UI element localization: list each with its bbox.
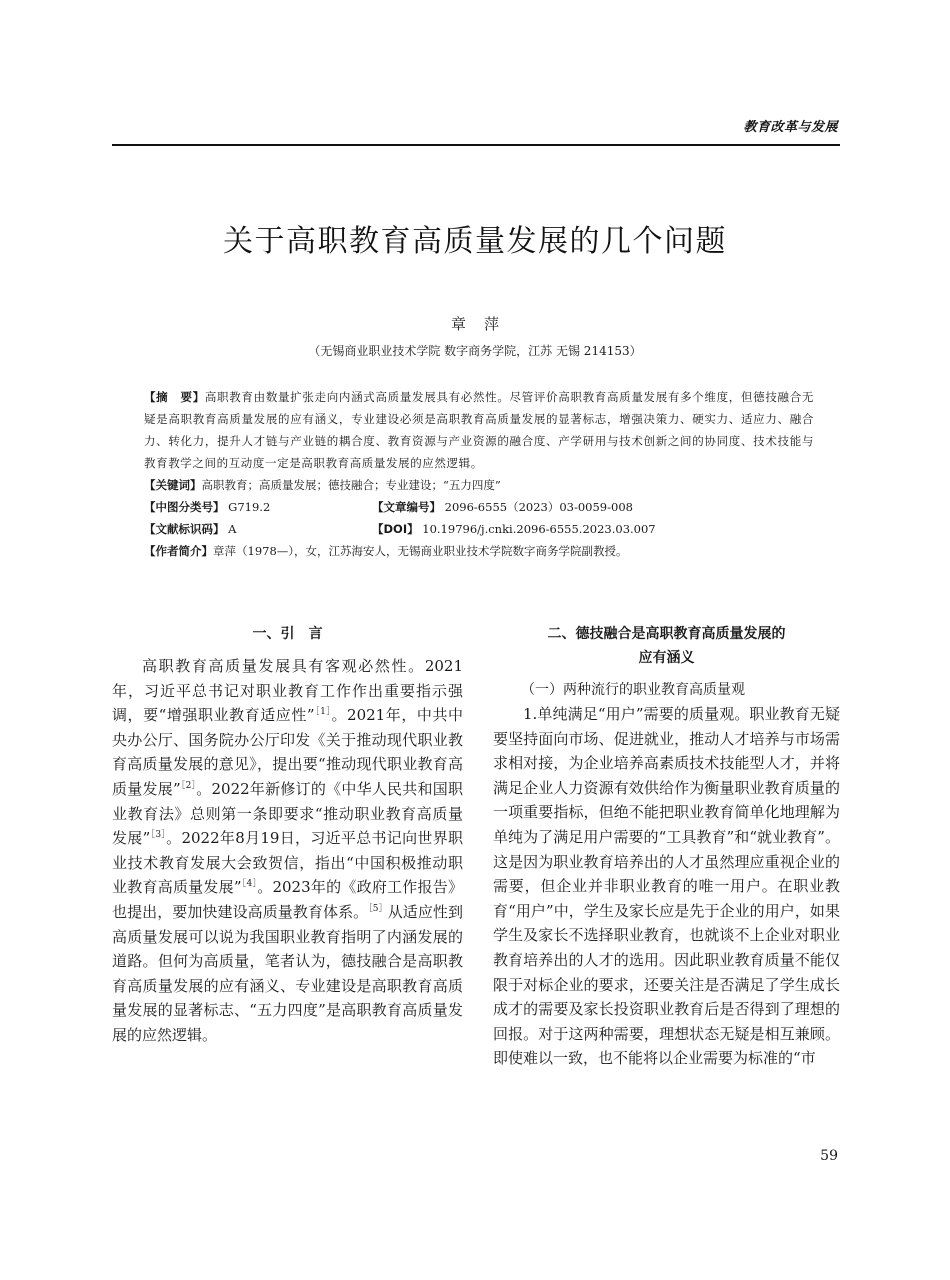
keywords-text: 高职教育；高质量发展；德技融合；专业建设；“五力四度” xyxy=(201,478,501,492)
article-number-value: 2096-6555（2023）03-0059-008 xyxy=(444,500,633,514)
abstract-text: 高职教育由数量扩张走向内涵式高质量发展具有必然性。尽管评价高职教育高质量发展有多个维度，但德技融合无疑是高职教育高质量发展的应有涵义，专业建设必须是高职教育高质量发展的显著标志，增强决策力、硬实力、适应力、融合力、转化力，提升人才链与产业链的耦合度、教育资源与产业资源的融合度、产学研用与技术创新之间的协同度、技术技能与教育教学之间的互动度一定是高职教育高质量发展的应然逻辑。 xyxy=(144,390,814,470)
intro-text-part: 。2022年8月19日，习近平总书记向世界职业技术教育发展大会致贺信，指出“中国积极推动职业教育高质量发展” xyxy=(112,829,463,897)
keywords-label: 【关键词】 xyxy=(144,478,202,492)
citation-ref: ［2］ xyxy=(180,780,197,791)
header-rule xyxy=(112,144,840,146)
page-number: 59 xyxy=(820,1148,838,1164)
article-number-label: 【文章编号】 xyxy=(372,500,441,514)
intro-text-part: 。2021年，中共中央办公厅、国务院办公厅印发《关于推动现代职业教育高质量发展的意见》，提出要“推动现代职业教育高质量发展” xyxy=(112,706,463,798)
section-heading-2 xyxy=(493,622,840,670)
citation-ref: ［5］ xyxy=(368,903,388,914)
journal-section-tag: 教育改革与发展 xyxy=(743,120,838,135)
intro-text-part: 从适应性到高质量发展可以说为我国职业教育指明了内涵发展的道路。但何为高质量，笔者认为，德技融合是高职教育高质量发展的应有涵义、专业建设是高职教育高质量发展的显著标志、“五力四度”是高职教育高质量发展的应然逻辑。 xyxy=(112,902,463,1044)
abstract-label: 【摘 要】 xyxy=(144,390,205,404)
abstract xyxy=(144,386,814,474)
introduction-paragraph xyxy=(112,654,463,1048)
intro-text-part: 。2023年的《政府工作报告》也提出，要加快建设高质量教育体系。 xyxy=(112,878,463,921)
identifier-row xyxy=(144,518,814,540)
citation-ref: ［1］ xyxy=(314,707,332,718)
author-bio-label: 【作者简介】 xyxy=(144,544,213,558)
keywords xyxy=(144,474,814,496)
article-author: 章萍 xyxy=(450,315,517,333)
citation-ref: ［4］ xyxy=(241,879,258,890)
clc-label: 【中图分类号】 xyxy=(144,500,225,514)
section-heading-introduction: 一、引 言 xyxy=(252,626,323,642)
document-code-value: A xyxy=(228,522,237,536)
doi-value: 10.19796/j.cnki.2096-6555.2023.03.007 xyxy=(422,522,656,536)
classification-row xyxy=(144,496,814,518)
article-metadata xyxy=(144,386,814,562)
author-bio-text: 章萍（1978—），女，江苏海安人，无锡商业职业技术学院数字商务学院副教授。 xyxy=(213,544,628,558)
section-heading-2-line1: 二、德技融合是高职教育高质量发展的 xyxy=(547,626,786,642)
subsection-heading: （一）两种流行的职业教育高质量观 xyxy=(521,682,745,698)
doi-field xyxy=(372,518,656,540)
intro-text-part: 高职教育高质量发展具有客观必然性。2021年，习近平总书记对职业教育工作作出重要指示强调，要“增强职业教育适应性” xyxy=(112,657,463,725)
author-affiliation: （无锡商业职业技术学院 数字商务学院，江苏 无锡 214153） xyxy=(308,344,642,358)
doi-label: 【DOI】 xyxy=(372,522,419,536)
article-title: 关于高职教育高质量发展的几个问题 xyxy=(223,224,727,259)
citation-ref: ［3］ xyxy=(150,830,167,841)
intro-text-part: 。2022年新修订的《中华人民共和国职业教育法》总则第一条即要求“推动职业教育高质量发展” xyxy=(112,779,463,848)
article-number-field xyxy=(372,496,633,518)
document-code-label: 【文献标识码】 xyxy=(144,522,225,536)
body-paragraph: 1.单纯满足“用户”需要的质量观。职业教育无疑要坚持面向市场、促进就业，推动人才培养与市场需求相对接，为企业培养高素质技术技能型人才，并将满足企业人力资源有效供给作为衡量职业教育质量的一项重要指标，但绝不能把职业教育简单化地理解为单纯为了满足用户需要的“工具教育”和“就业教育”。这是因为职业教育培养出的人才虽然理应重视企业的需要，但企业并非职业教育的唯一用户。在职业教育“用户”中，学生及家长应是先于企业的用户，如果学生及家长不选择职业教育，也就谈不上企业对职业教育培养出的人才的选用。因此职业教育质量不能仅限于对标企业的要求，还要关注是否满足了学生成长成才的需要及家长投资职业教育后是否得到了理想的回报。对于这两种需要，理想状态无疑是相互兼顾。即使难以一致，也不能将以企业需要为标准的“市 xyxy=(493,705,840,1068)
left-column xyxy=(112,622,463,1048)
section-heading-2-line2: 应有涵义 xyxy=(638,650,695,666)
clc-value: G719.2 xyxy=(228,500,271,514)
right-column xyxy=(493,622,840,1071)
author-bio xyxy=(144,540,814,562)
